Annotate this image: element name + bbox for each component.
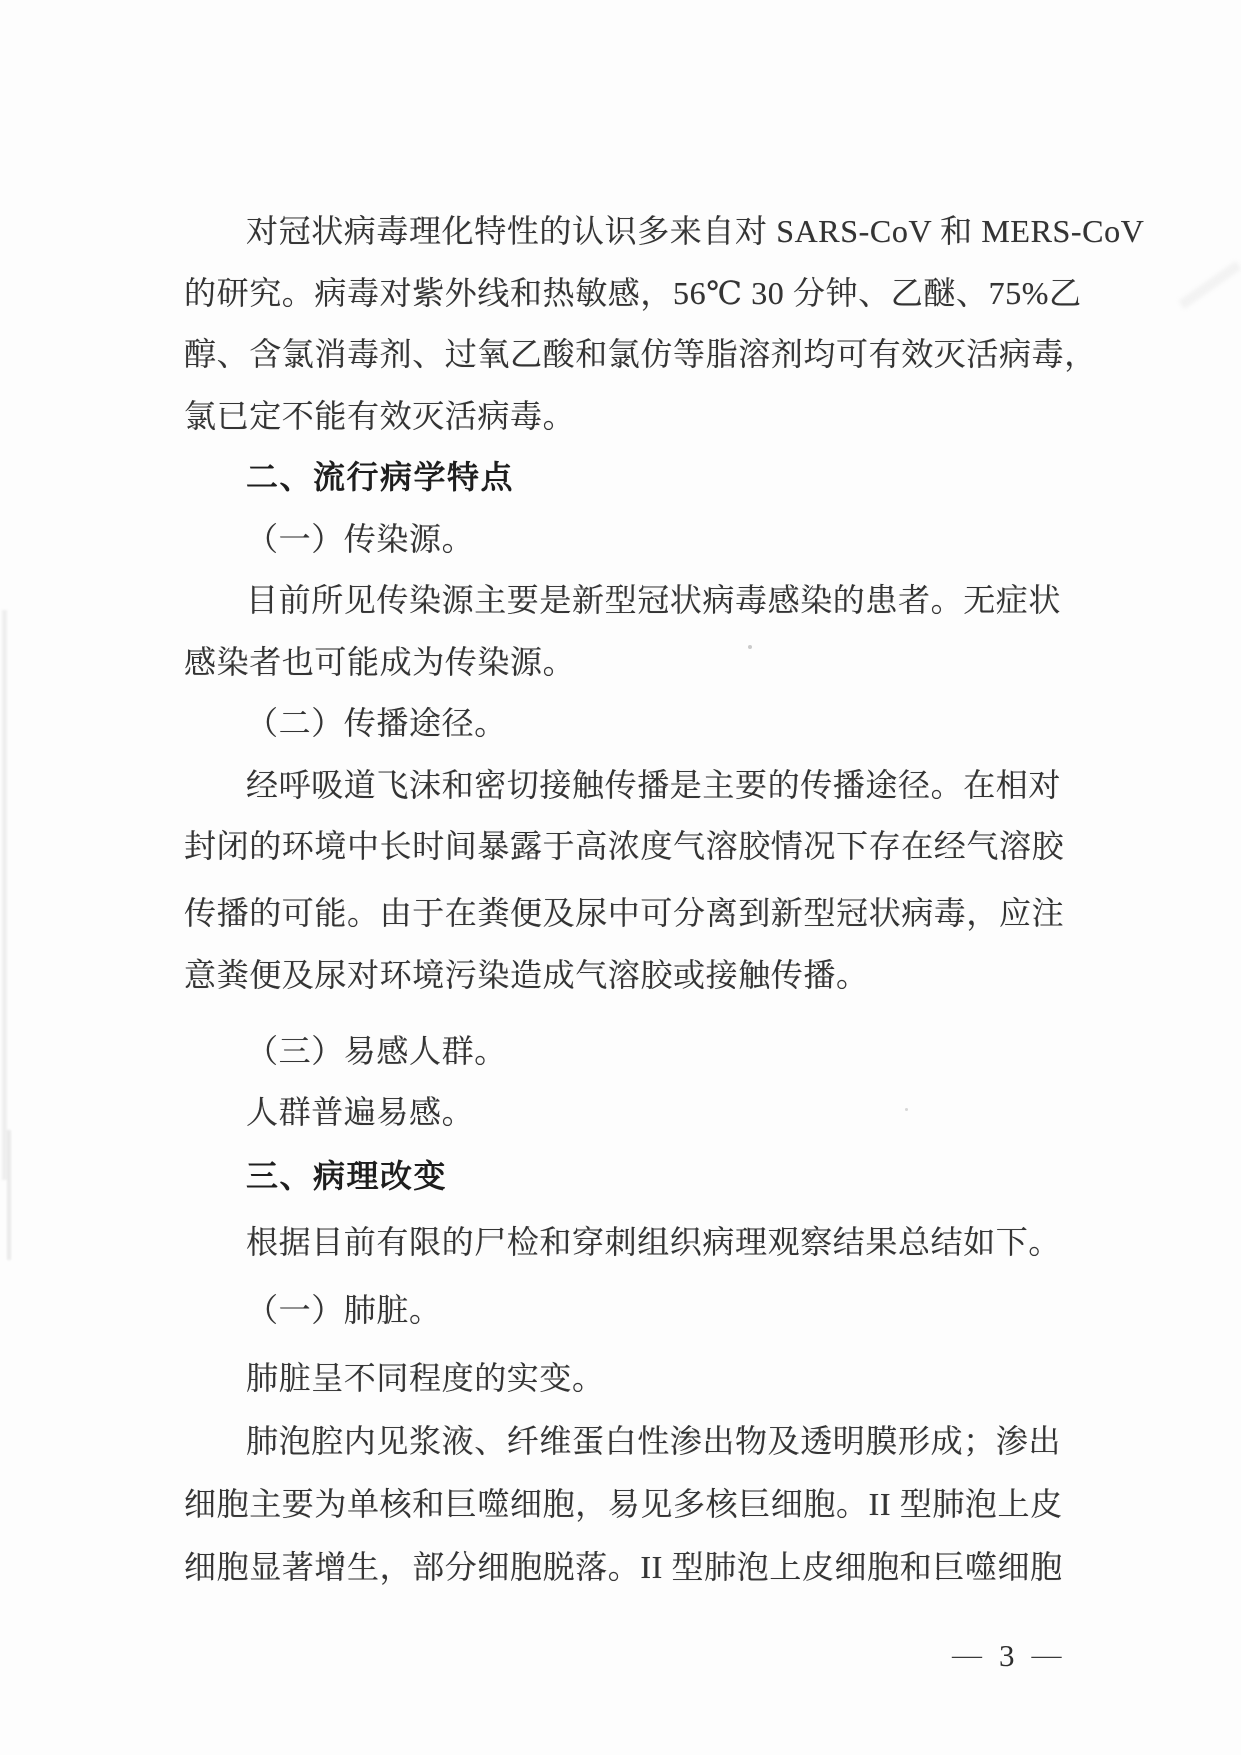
scan-streak-artifact [7,1130,11,1260]
subsection-heading: （一）肺脏。 [246,1292,442,1328]
text-line: 肺泡腔内见浆液、纤维蛋白性渗出物及透明膜形成；渗出 [246,1423,1062,1459]
scan-smudge-artifact [1178,261,1241,309]
text-line: 肺脏呈不同程度的实变。 [246,1360,605,1396]
text-line: 细胞显著增生，部分细胞脱落。II 型肺泡上皮细胞和巨噬细胞 [184,1549,1063,1585]
text-line: 封闭的环境中长时间暴露于高浓度气溶胶情况下存在经气溶胶 [184,828,1065,864]
section-heading-epidemiology: 二、流行病学特点 [246,459,515,495]
page-number-footer [952,1632,1062,1680]
footer-dash-right: — [1031,1642,1062,1669]
text-line: 氯已定不能有效灭活病毒。 [184,398,576,434]
section-heading-pathology: 三、病理改变 [246,1158,448,1194]
text-line: 根据目前有限的尸检和穿刺组织病理观察结果总结如下。 [246,1224,1062,1260]
text-line: 细胞主要为单核和巨噬细胞，易见多核巨细胞。II 型肺泡上皮 [184,1486,1063,1522]
scan-streak-artifact [2,610,7,1180]
footer-dash-left: — [952,1642,982,1669]
text-line: 感染者也可能成为传染源。 [184,644,576,680]
subsection-heading: （一）传染源。 [246,521,475,557]
text-line: 的研究。病毒对紫外线和热敏感，56℃ 30 分钟、乙醚、75%乙 [184,275,1082,311]
footer-page-number: 3 [999,1638,1015,1673]
subsection-heading: （三）易感人群。 [246,1033,507,1069]
text-line: 经呼吸道飞沫和密切接触传播是主要的传播途径。在相对 [246,767,1062,803]
text-line: 醇、含氯消毒剂、过氧乙酸和氯仿等脂溶剂均可有效灭活病毒， [184,336,1097,372]
text-line: 意粪便及尿对环境污染造成气溶胶或接触传播。 [184,957,869,993]
subsection-heading: （二）传播途径。 [246,705,507,741]
text-line: 传播的可能。由于在粪便及尿中可分离到新型冠状病毒，应注 [184,895,1065,931]
text-line: 目前所见传染源主要是新型冠状病毒感染的患者。无症状 [246,582,1062,618]
text-line: 人群普遍易感。 [246,1094,475,1130]
text-line: 对冠状病毒理化特性的认识多来自对 SARS-CoV 和 MERS-CoV [246,213,1145,249]
